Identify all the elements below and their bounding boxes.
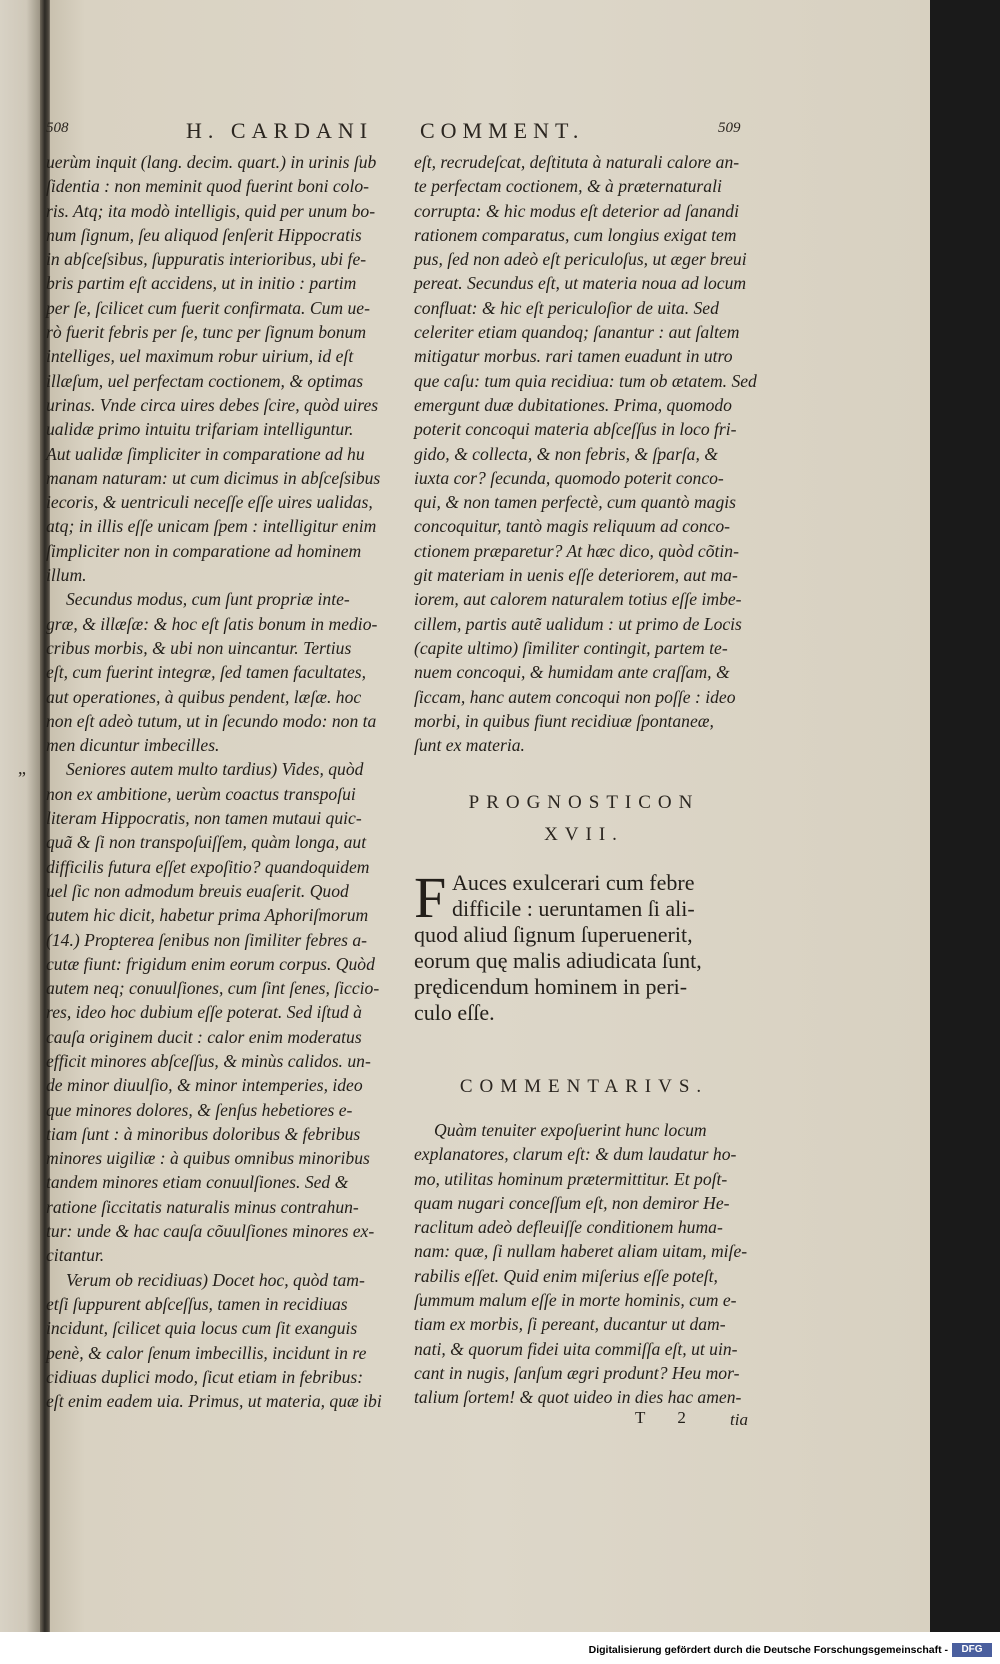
- text-line: men dicuntur imbecilles.: [46, 735, 220, 756]
- text-line: urinas. Vnde circa uires debes ſcire, quòd uires: [46, 394, 379, 415]
- text-line: celeriter etiam quandoq; ſanantur : aut ſaltem: [414, 322, 740, 343]
- text-line: (14.) Propterea ſenibus non ſimiliter febres a-: [46, 929, 368, 950]
- text-line: manam naturam: ut cum dicimus in abſceſsibus: [46, 467, 381, 488]
- text-line: eſt, recrudeſcat, deſtituta à naturali calore an-: [414, 152, 740, 172]
- text-line: tiam ex morbis, ſi pereant, ducantur ut dam-: [414, 1314, 726, 1335]
- text-line: pereat. Secundus eſt, ut materia noua ad locum: [414, 273, 747, 294]
- text-line: non ex ambitione, uerùm coactus transpoſui: [46, 783, 356, 804]
- text-line: rationem comparatus, cum longius exigat tem: [414, 224, 737, 245]
- text-line: ualidæ primo intuitu trifariam intelliguntur.: [46, 419, 354, 440]
- text-line: confluat: & hic eſt periculoſior de uita. Sed: [414, 297, 719, 318]
- catchword: tia: [730, 1410, 748, 1429]
- text-line: quã & ſi non transpoſuiſſem, quàm longa, aut: [46, 832, 367, 853]
- text-line: intelliges, uel maximum robur uirium, id eſt: [46, 346, 354, 367]
- text-line: efficit minores abſceſſus, & minùs calidos. un-: [46, 1050, 371, 1071]
- text-line: iuxta cor? ſecunda, quomodo poterit conco-: [414, 467, 724, 488]
- text-line: res, ideo hoc dubium eſſe poterat. Sed iſtud à: [46, 1002, 362, 1023]
- text-line: talium ſortem! & quot uideo in dies hac amen-: [414, 1387, 742, 1408]
- prognosticon-heading: PROGNOSTICON: [468, 792, 700, 813]
- text-line: eſt enim eadem uia. Primus, ut materia, quæ ibi: [46, 1391, 382, 1412]
- prognosticon-line: difficile : ueruntamen ſi ali-: [452, 896, 695, 921]
- text-line: concoquitur, tantò magis reliquum ad conco-: [414, 516, 730, 537]
- text-line: incidunt, ſcilicet quia locus cum ſit exanguis: [46, 1318, 358, 1339]
- text-line: gido, & collecta, & non febris, & ſparſa, &: [414, 443, 718, 464]
- text-line: emergunt duæ dubitationes. Prima, quomodo: [414, 394, 732, 415]
- text-line: nati, & quorum fidei uita commiſſa eſt, ut uin-: [414, 1338, 738, 1359]
- text-line: de minor diuulſio, & minor intemperies, ideo: [46, 1075, 363, 1096]
- text-line: mitigatur morbus. rari tamen euadunt in utro: [414, 346, 733, 367]
- text-line: ſiccam, hanc autem concoqui non poſſe : ideo: [414, 686, 736, 707]
- text-line: etſi ſuppurent abſceſſus, tamen in recidiuas: [46, 1293, 348, 1314]
- text-line: aut operationes, à quibus pendent, læſæ. hoc: [46, 686, 362, 707]
- running-head-right: COMMENT.: [420, 118, 585, 143]
- text-line: ſummum malum eſſe in morte hominis, cum e-: [414, 1290, 737, 1311]
- text-line: Aut ualidæ ſimpliciter in comparatione ad hu: [46, 443, 365, 464]
- text-line: autem neq; conuulſiones, cum ſint ſenes, ſiccio-: [46, 978, 380, 999]
- text-line: tiam ſunt : à minoribus doloribus & febribus: [46, 1123, 361, 1144]
- text-line: iorem, aut calorem naturalem totius eſſe imbe-: [414, 589, 742, 610]
- text-line: penè, & calor ſenum imbecillis, incidunt in re: [46, 1342, 367, 1363]
- text-line: mo, utilitas hominum prætermittitur. Et poſt-: [414, 1168, 728, 1189]
- text-line: que caſu: tum quia recidiua: tum ob ætatem. Sed: [414, 370, 757, 391]
- text-line: illæſum, uel perfectam coctionem, & optimas: [46, 370, 364, 391]
- text-line: nam: quæ, ſi nullam haberet aliam uitam, miſe-: [414, 1241, 748, 1262]
- left-page-edge: [0, 0, 44, 1632]
- text-line: uel ſic non admodum breuis euaſerit. Quod: [46, 880, 349, 901]
- signature-mark: T 2: [635, 1408, 700, 1427]
- text-line: bris partim eſt accidens, ut in initio : partim: [46, 273, 357, 294]
- footer-bar: [0, 1640, 1000, 1664]
- page-number-left: 508: [46, 120, 69, 136]
- page-number-right: 509: [718, 120, 741, 136]
- text-line: num ſignum, ſeu aliquod ſenſerit Hippocratis: [46, 224, 362, 245]
- text-line: cillem, partis autẽ ualidum : ut primo de Locis: [414, 613, 742, 634]
- prognosticon-number: XVII.: [544, 824, 624, 845]
- text-line: cutæ fiunt: frigidum enim eorum corpus. Quòd: [46, 953, 375, 974]
- text-line: græ, & illæſæ: & hoc eſt ſatis bonum in medio-: [46, 613, 378, 634]
- text-line: git materiam in uenis eſſe deteriorem, aut ma-: [414, 565, 738, 586]
- text-line: explanatores, clarum eſt: & dum laudatur ho-: [414, 1144, 737, 1165]
- text-line: ſimpliciter non in comparatione ad hominem: [46, 540, 362, 561]
- text-line: cidiuas duplici modo, ſicut etiam in febribus:: [46, 1366, 364, 1387]
- text-line: per ſe, ſcilicet cum fuerit confirmata. Cum ue-: [46, 297, 370, 318]
- text-line: minores uigiliæ : à quibus omnibus minoribus: [46, 1148, 370, 1169]
- text-line: eſt, cum fuerint integræ, ſed tamen facultates,: [46, 662, 367, 683]
- prognosticon-line: quod aliud ſignum ſuperuenerit,: [414, 922, 693, 947]
- text-line: non eſt adeò tutum, ut in ſecundo modo: non ta: [46, 710, 377, 731]
- text-line: nuem concoqui, & humidam ante craſſam, &: [414, 662, 730, 683]
- text-line: qui, & non tamen perfectè, cum quantò magis: [414, 492, 737, 513]
- text-line: illum.: [46, 565, 87, 586]
- text-line: morbi, in quibus fiunt recidiuæ ſpontaneæ,: [414, 710, 714, 731]
- margin-marker: „: [18, 758, 26, 778]
- dfg-logo: DFG: [952, 1643, 992, 1657]
- prognosticon-line: Auces exulcerari cum febre: [452, 870, 695, 895]
- drop-cap: F: [414, 865, 447, 930]
- text-line: poterit concoqui materia abſceſſus in loco fri-: [414, 419, 737, 440]
- text-line: uerùm inquit (lang. decim. quart.) in urinis ſub: [46, 152, 377, 172]
- text-line: raclitum adeò defleuiſſe conditionem huma-: [414, 1217, 723, 1238]
- text-line: te perfectam coctionem, & à præternaturali: [414, 176, 722, 197]
- left-text-column: [46, 150, 386, 1413]
- prognosticon-line: culo eſſe.: [414, 1000, 495, 1025]
- text-line: cribus morbis, & ubi non uincantur. Tertius: [46, 637, 352, 658]
- text-line: cant in nugis, ſanſum ægri produnt? Heu mor-: [414, 1362, 740, 1383]
- prognosticon-line: prędicendum hominem in peri-: [414, 974, 688, 999]
- text-line: pus, ſed non adeò eſt periculoſus, ut æger breui: [414, 249, 747, 270]
- text-line: quam nugari conceſſum eſt, non demiror He-: [414, 1192, 730, 1213]
- text-line: ſunt ex materia.: [414, 735, 525, 756]
- text-line: que minores dolores, & ſenſus hebetiores e-: [46, 1099, 353, 1120]
- running-head-left: H. CARDANI: [186, 118, 374, 143]
- text-line: tandem minores etiam conuulſiones. Sed &: [46, 1172, 349, 1193]
- text-line: Secundus modus, cum ſunt propriæ inte-: [66, 589, 350, 610]
- right-text-column: [414, 150, 757, 757]
- commentarius-text: [414, 1118, 754, 1410]
- text-line: in abſceſsibus, ſuppuratis interioribus, ubi fe-: [46, 249, 367, 270]
- text-line: tur: unde & hac cauſa cõuulſiones minores ex-: [46, 1221, 375, 1242]
- text-line: autem hic dicit, habetur prima Aphoriſmorum: [46, 905, 369, 926]
- text-line: corrupta: & hic modus eſt deterior ad ſanandi: [414, 200, 739, 221]
- text-line: Verum ob recidiuas) Docet hoc, quòd tam-: [66, 1269, 365, 1290]
- prognosticon-text: [414, 865, 754, 1026]
- funding-credit: Digitalisierung gefördert durch die Deutsche Forschungsgemeinschaft -: [588, 1644, 948, 1656]
- text-line: ratione ſiccitatis naturalis minus contrahun-: [46, 1196, 359, 1217]
- text-line: rò fuerit febris per ſe, tunc per ſignum bonum: [46, 322, 367, 343]
- text-line: atq; in illis eſſe unicam ſpem : intelligitur enim: [46, 516, 377, 537]
- text-line: rabilis eſſet. Quid enim miſerius eſſe poteſt,: [414, 1265, 718, 1286]
- text-line: Quàm tenuiter expoſuerint hunc locum: [434, 1120, 707, 1140]
- text-line: literam Hippocratis, non tamen mutaui quic-: [46, 808, 362, 829]
- text-line: Seniores autem multo tardius) Vides, quòd: [66, 759, 364, 780]
- commentarius-heading: COMMENTARIVS.: [459, 1076, 709, 1097]
- text-line: iecoris, & uentriculi neceſſe eſſe uires ualidas,: [46, 492, 373, 513]
- text-line: cauſa originem ducit : calor enim moderatus: [46, 1026, 362, 1047]
- text-line: difficilis futura eſſet expoſitio? quandoquidem: [46, 856, 370, 877]
- text-line: ctionem præparetur? At hæc dico, quòd cõtin-: [414, 540, 739, 561]
- text-line: ſidentia : non meminit quod fuerint boni colo-: [46, 176, 370, 197]
- text-line: (capite ultimo) ſimiliter contingit, partem te-: [414, 637, 728, 658]
- text-line: citantur.: [46, 1245, 105, 1266]
- text-line: ris. Atq; ita modò intelligis, quid per unum bo-: [46, 200, 376, 221]
- prognosticon-line: eorum quę malis adiudicata ſunt,: [414, 948, 702, 973]
